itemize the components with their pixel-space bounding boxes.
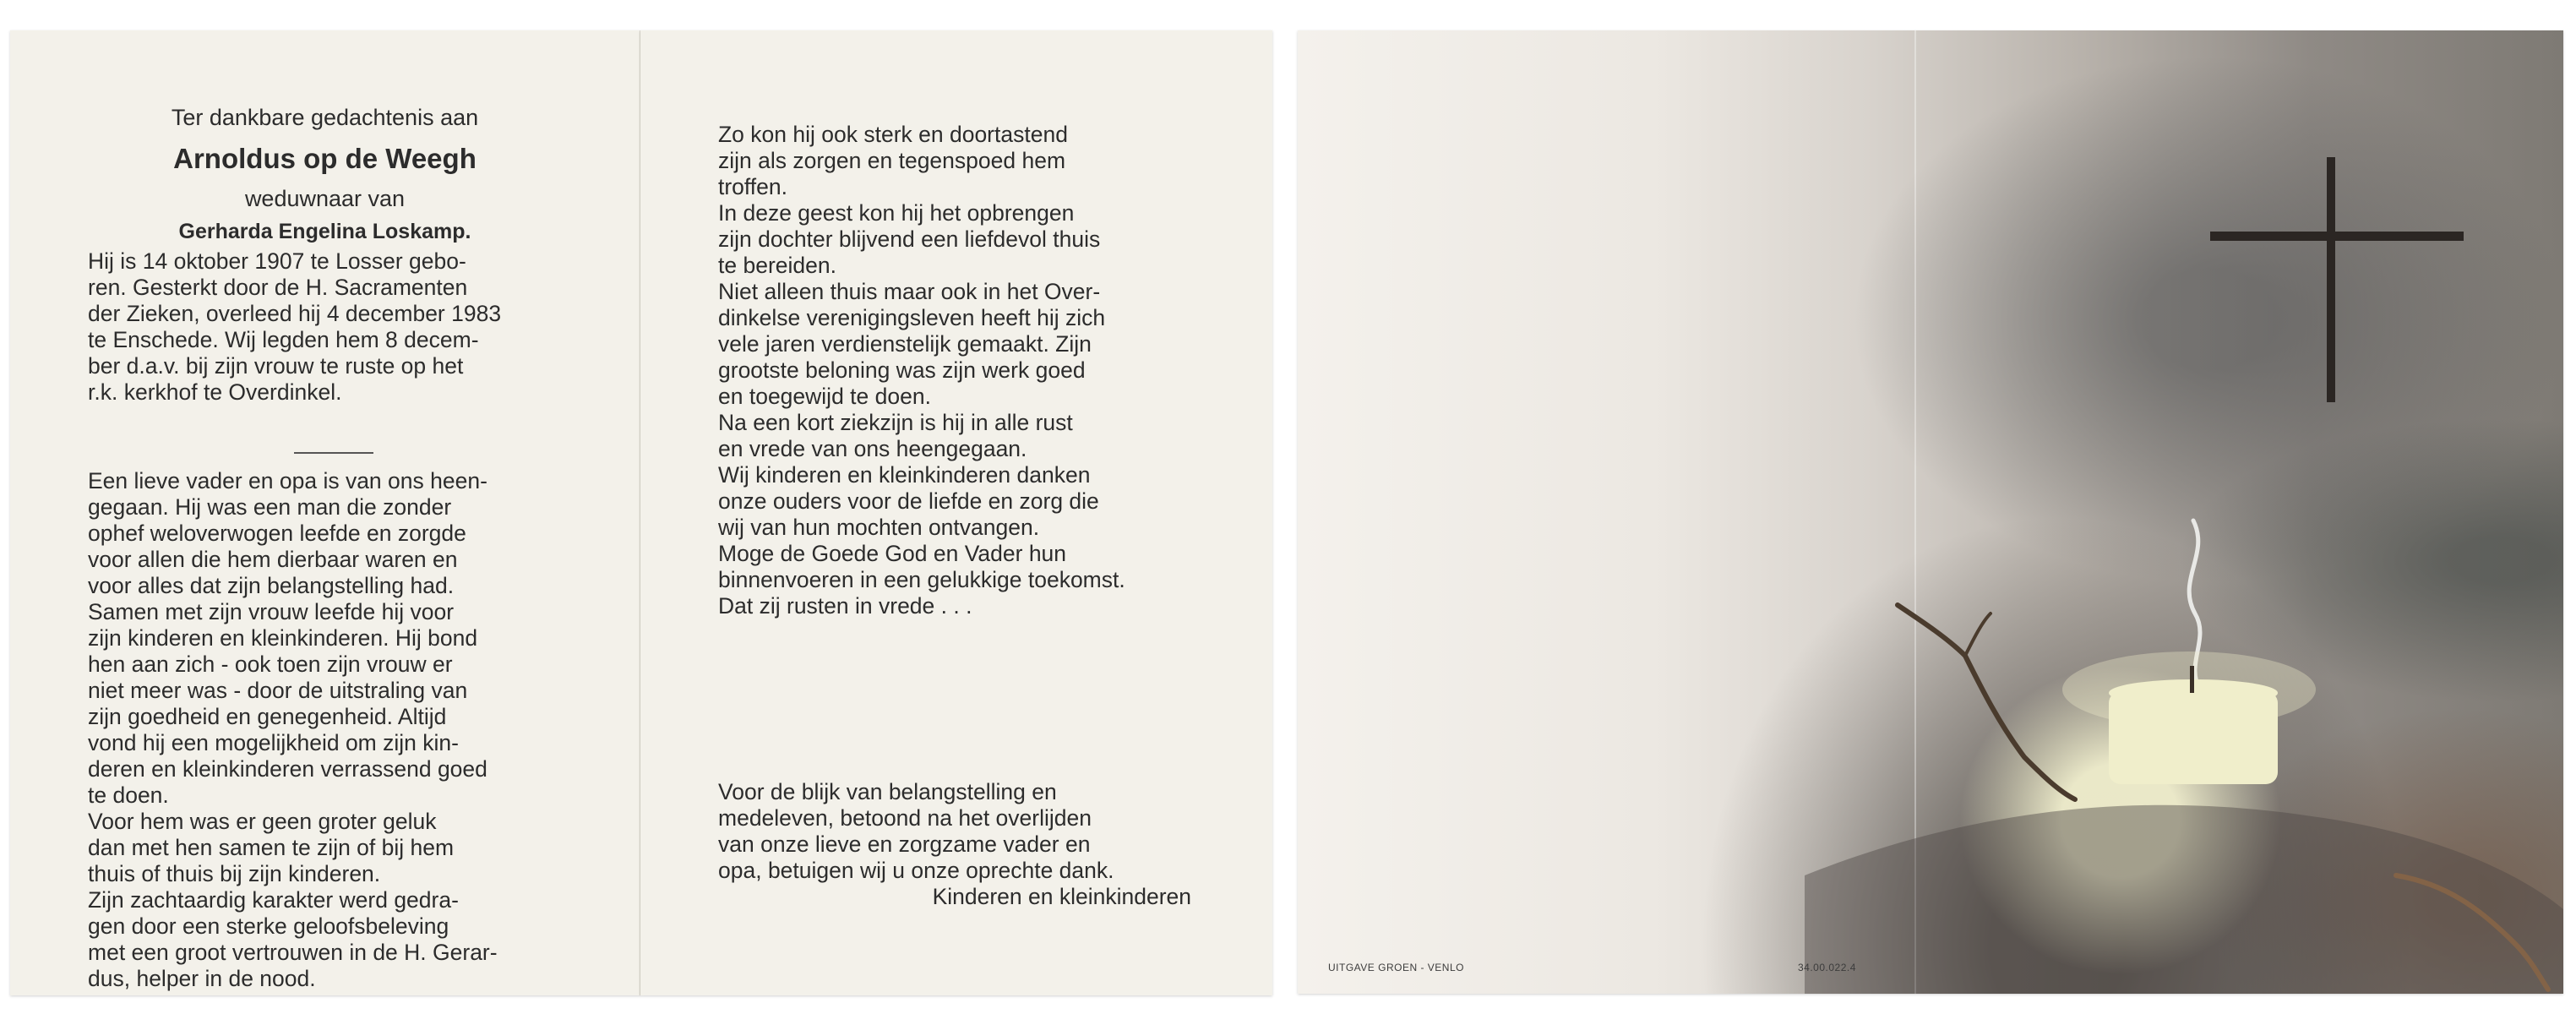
deceased-name: Arnoldus op de Weegh [173,143,477,174]
text-line: met een groot vertrouwen in de H. Gerar- [88,940,498,965]
text-line: troffen. [718,174,788,199]
text-line: Voor hem was er geen groter geluk [88,809,437,834]
text-line: niet meer was - door de uitstraling van [88,678,468,703]
tribute-paragraph [88,468,569,992]
text-line: ophef weloverwogen leefde en zorgde [88,521,466,546]
product-code: 34.00.022.4 [1798,962,1856,973]
text-line: te Enschede. Wij legden hem 8 decem- [88,327,479,352]
text-line: te bereiden. [718,253,836,278]
text-line: dinkelse verenigingsleven heeft hij zich [718,305,1106,330]
text-line: Wij kinderen en kleinkinderen danken [718,462,1091,488]
text-line: der Zieken, overleed hij 4 december 1983 [88,301,502,326]
text-line: voor allen die hem dierbaar waren en [88,547,458,572]
branch-twig [1965,613,1991,656]
text-line: vond hij een mogelijkheid om zijn kin- [88,730,459,755]
text-line: van onze lieve en zorgzame vader en [718,831,1091,857]
memorial-card-middle-panel [640,30,1272,995]
text-line: gen door een sterke geloofsbeleving [88,913,449,939]
cross-icon [2210,157,2464,402]
divider [294,452,373,454]
text-line: Zijn zachtaardig karakter werd gedra- [88,887,459,913]
text-line: dus, helper in de nood. [88,966,316,991]
spouse-name: Gerharda Engelina Loskamp. [178,220,471,243]
text-line: ber d.a.v. bij zijn vrouw te ruste op het [88,353,464,379]
text-line: te doen. [88,782,169,808]
continuation-paragraph [718,122,1191,619]
text-line: Moge de Goede God en Vader hun [718,541,1067,566]
text-line: dan met hen samen te zijn of bij hem [88,835,455,860]
signature: Kinderen en kleinkinderen [932,884,1191,909]
text-line: en toegewijd te doen. [718,384,931,409]
text-line: ren. Gesterkt door de H. Sacramenten [88,275,468,300]
text-line: opa, betuigen wij u onze oprechte dank. [718,858,1114,883]
text-line: vele jaren verdienstelijk gemaakt. Zijn [718,331,1092,357]
text-line: deren en kleinkinderen verrassend goed [88,756,487,782]
branch-twig [1898,605,2075,799]
thanks-paragraph [718,779,1191,884]
text-line: voor alles dat zijn belangstelling had. [88,573,455,598]
text-line: wij van hun mochten ontvangen. [718,515,1040,540]
text-line: medeleven, betoond na het overlijden [718,805,1092,831]
text-line: zijn als zorgen en tegenspoed hem [718,148,1066,173]
text-line: In deze geest kon hij het opbrengen [718,200,1075,226]
memorial-card-left-panel [10,30,640,995]
relation-text: weduwnaar van [244,186,406,211]
text-line: Samen met zijn vrouw leefde hij voor [88,599,455,624]
text-line: zijn dochter blijvend een liefdevol thuis [718,226,1101,252]
memorial-card-photo [1298,30,2563,994]
text-line: Dat zij rusten in vrede . . . [718,593,972,619]
text-line: thuis of thuis bij zijn kinderen. [88,861,381,886]
text-line: zijn goedheid en genegenheid. Altijd [88,704,447,729]
text-line: onze ouders voor de liefde en zorg die [718,488,1099,514]
text-line: grootste beloning was zijn werk goed [718,357,1086,383]
text-line: Zo kon hij ook sterk en doortastend [718,122,1068,147]
text-line: zijn kinderen en kleinkinderen. Hij bond [88,625,478,651]
candle-and-cross-illustration [1298,30,2563,994]
text-line: Voor de blijk van belangstelling en [718,779,1057,804]
candle-icon [2062,651,2316,784]
text-line: Hij is 14 oktober 1907 te Losser gebo- [88,248,466,274]
text-line: gegaan. Hij was een man die zonder [88,494,452,520]
text-line: binnenvoeren in een gelukkige toekomst. [718,567,1125,592]
text-line: Niet alleen thuis maar ook in het Over- [718,279,1101,304]
publisher-caption: UITGAVE GROEN - VENLO [1328,962,1464,973]
text-line: en vrede van ons heengegaan. [718,436,1027,461]
intro-text: Ter dankbare gedachtenis aan [171,105,479,130]
text-line: Een lieve vader en opa is van ons heen- [88,468,487,493]
bio-paragraph [88,248,569,406]
text-line: r.k. kerkhof te Overdinkel. [88,379,342,405]
text-line: hen aan zich - ook toen zijn vrouw er [88,651,453,677]
text-line: Na een kort ziekzijn is hij in alle rust [718,410,1073,435]
